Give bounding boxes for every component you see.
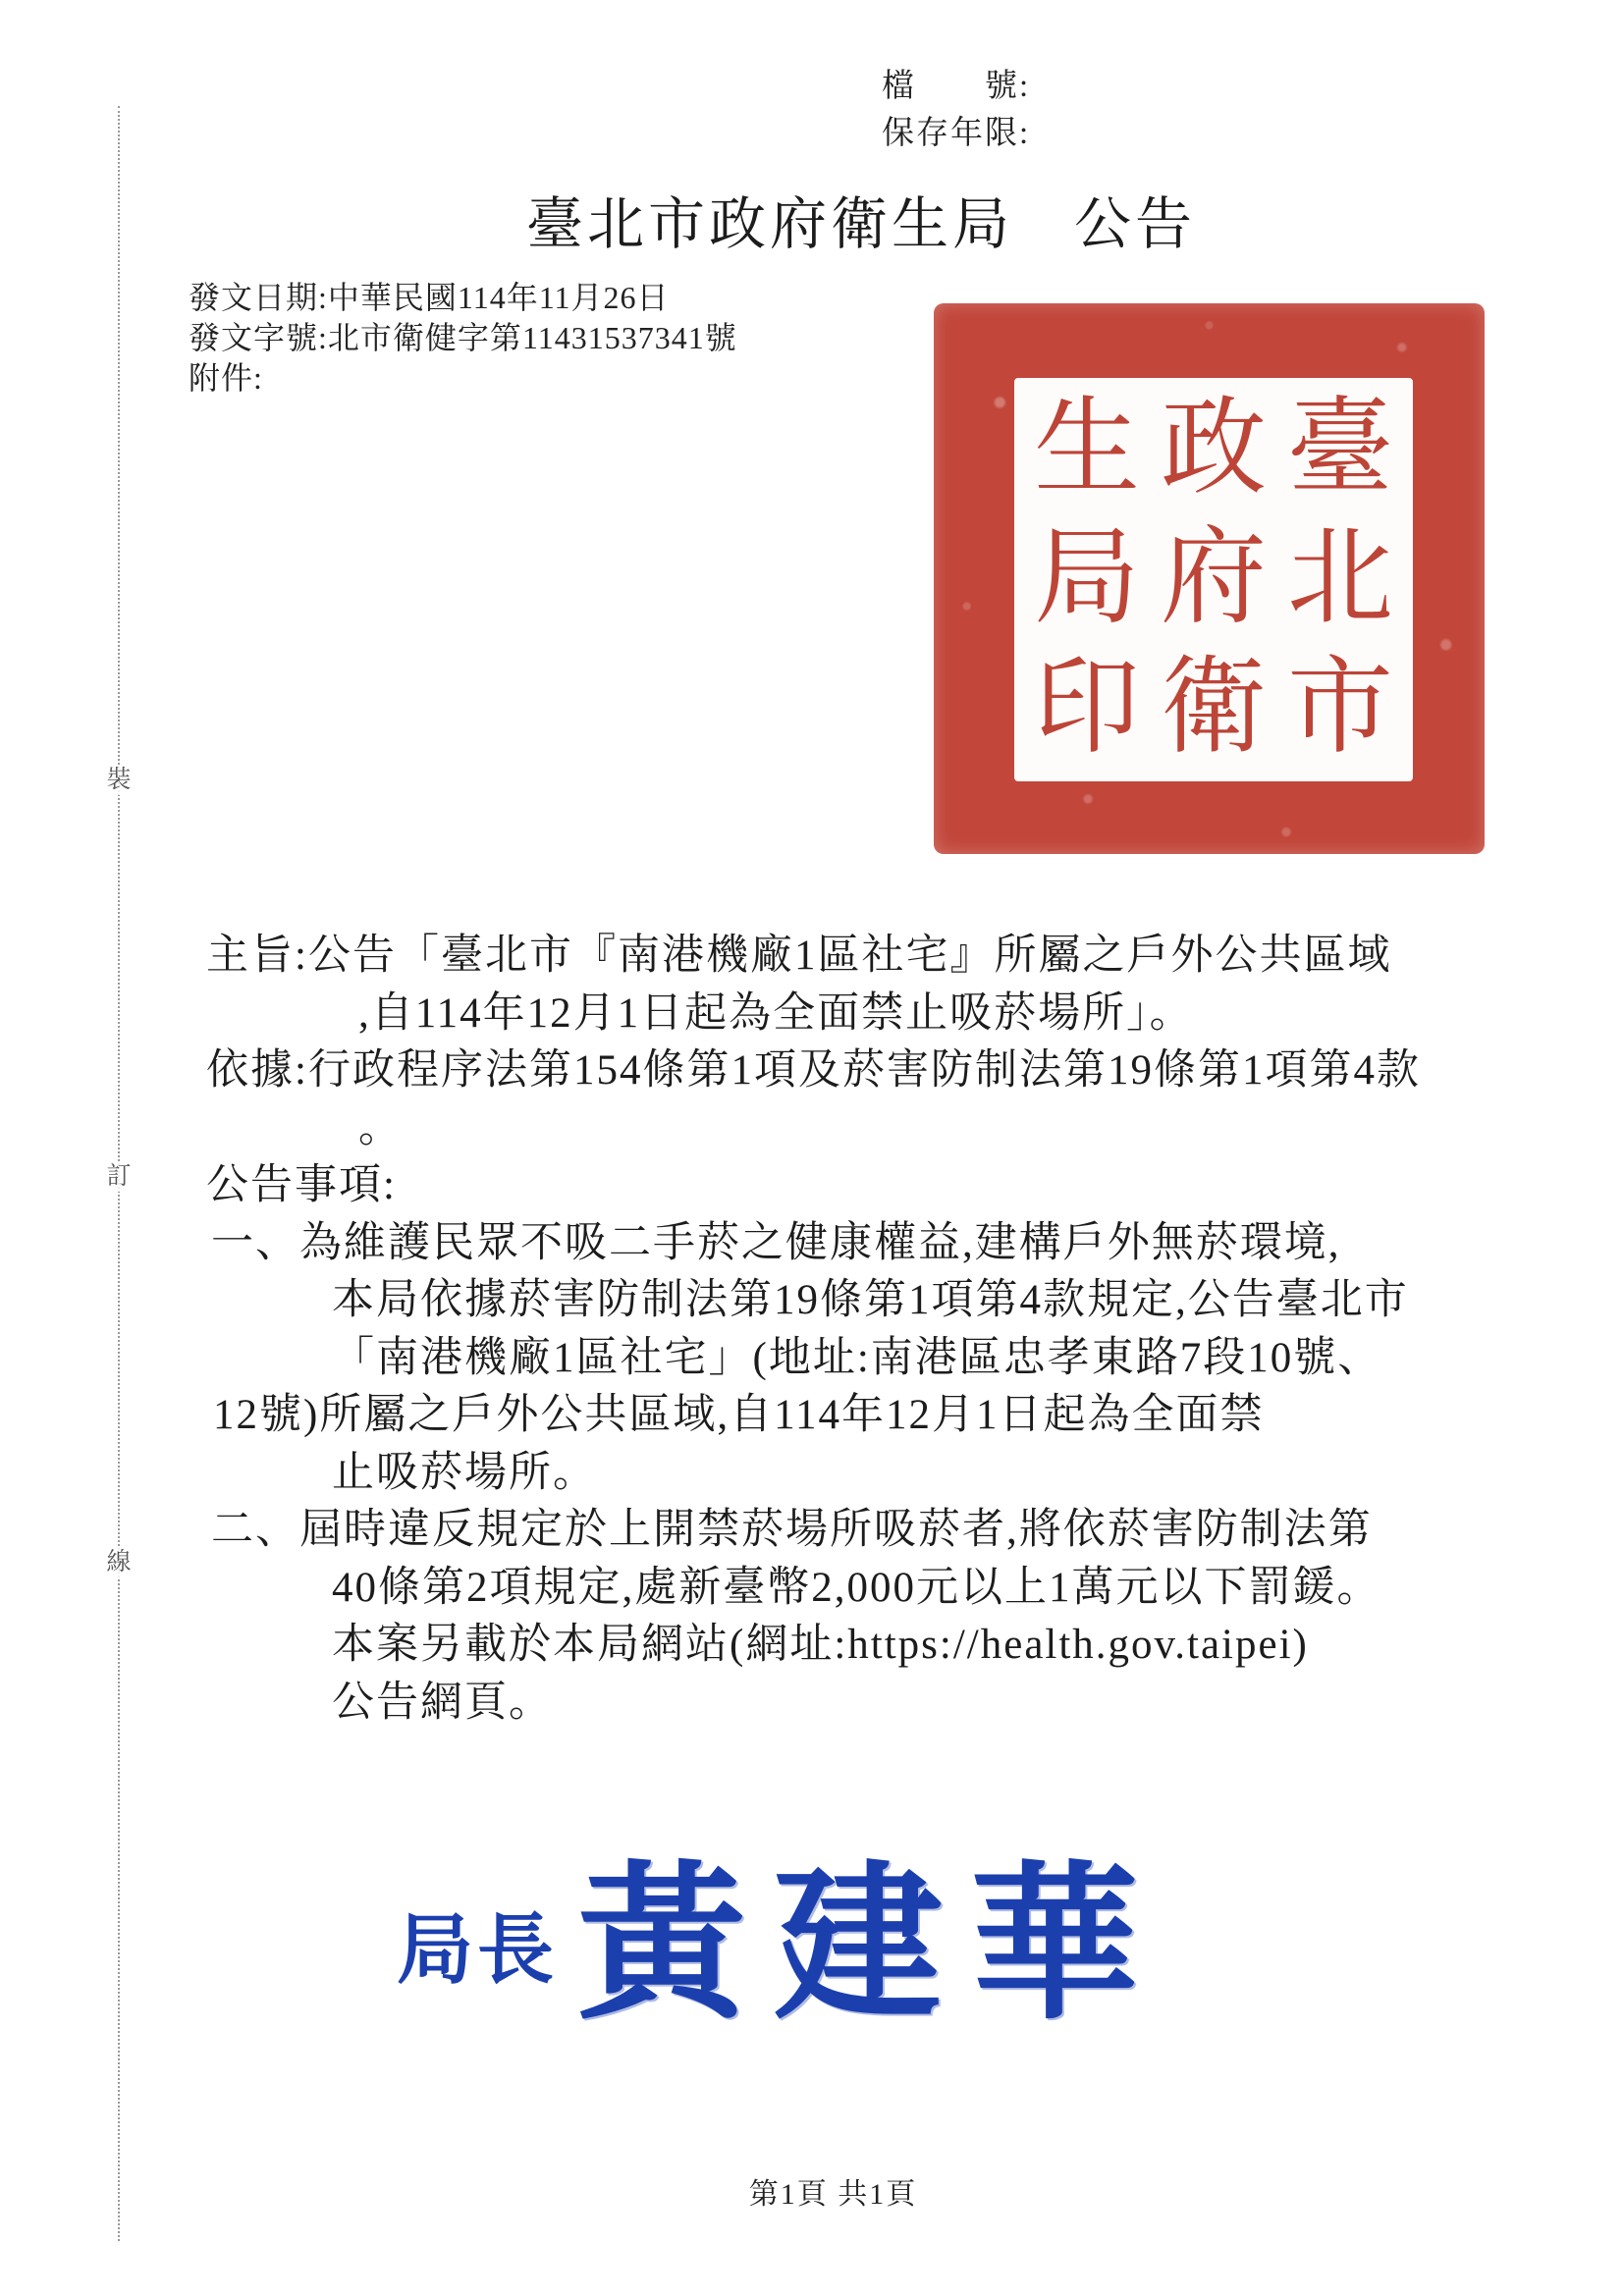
subject-line: 主旨:公告「臺北市『南港機廠1區社宅』所屬之戶外公共區域 [206, 933, 1392, 979]
item-2-line-4: 公告網頁。 [332, 1679, 553, 1726]
issue-date-line: 發文日期:中華民國114年11月26日 [189, 280, 670, 315]
item-1-line-2: 本局依據菸害防制法第19條第1項第4款規定,公告臺北市 [332, 1277, 1409, 1323]
item-2-line-3: 本案另載於本局網站(網址:https://health.gov.taipei) [332, 1622, 1309, 1668]
page-indicator: 第1頁 共1頁 [748, 2178, 918, 2211]
retention-period-label: 保存年限: [882, 116, 1031, 151]
seal-char: 府 [1160, 520, 1267, 637]
commissioner-title: 局長 [397, 1907, 559, 1993]
file-number-block [882, 63, 1030, 157]
document-meta [189, 278, 737, 399]
seal-inner-panel [1014, 378, 1413, 781]
file-number-label: 檔 號: [882, 69, 1031, 104]
official-red-seal [934, 303, 1485, 854]
legal-basis-line-wrap: 。 [358, 1104, 403, 1151]
seal-char: 政 [1160, 391, 1267, 507]
binding-char-xian: 線 [104, 1548, 134, 1577]
seal-char: 衛 [1160, 650, 1267, 767]
announcement-items-heading: 公告事項: [206, 1162, 397, 1208]
seal-char: 北 [1286, 520, 1393, 637]
seal-char: 市 [1286, 650, 1393, 767]
seal-column-left [1024, 385, 1150, 774]
item-2-line-2: 40條第2項規定,處新臺幣2,000元以上1萬元以下罰鍰。 [332, 1564, 1381, 1611]
announcement-body [0, 928, 1623, 1732]
seal-char: 印 [1033, 650, 1140, 767]
seal-char: 臺 [1286, 391, 1393, 507]
item-1-line-1: 一、為維護民眾不吸二手菸之健康權益,建構戶外無菸環境, [211, 1219, 1341, 1266]
binding-char-ding: 訂 [104, 1162, 134, 1192]
item-1-line-4: 12號)所屬之戶外公共區域,自114年12月1日起為全面禁 [213, 1392, 1265, 1438]
item-1-line-3: 「南港機廠1區社宅」(地址:南港區忠孝東路7段10號、 [332, 1334, 1382, 1381]
item-1-line-5: 止吸菸場所。 [332, 1449, 597, 1496]
page-title: 臺北市政府衛生局 公告 [526, 192, 1197, 256]
seal-char: 生 [1033, 391, 1140, 507]
seal-column-middle [1151, 385, 1276, 774]
commissioner-signature: 黃建華 [577, 1853, 1166, 2040]
binding-char-zhuang: 裝 [104, 766, 134, 795]
seal-column-right [1277, 385, 1403, 774]
seal-char: 局 [1033, 520, 1140, 637]
legal-basis-line: 依據:行政程序法第154條第1項及菸害防制法第19條第1項第4款 [206, 1047, 1421, 1094]
item-2-line-1: 二、屆時違反規定於上開禁菸場所吸菸者,將依菸害防制法第 [211, 1507, 1373, 1553]
doc-number-line: 發文字號:北市衛健字第11431537341號 [189, 320, 737, 355]
attachment-line: 附件: [189, 360, 263, 396]
subject-line-wrap: ,自114年12月1日起為全面禁止吸菸場所」。 [358, 989, 1194, 1037]
